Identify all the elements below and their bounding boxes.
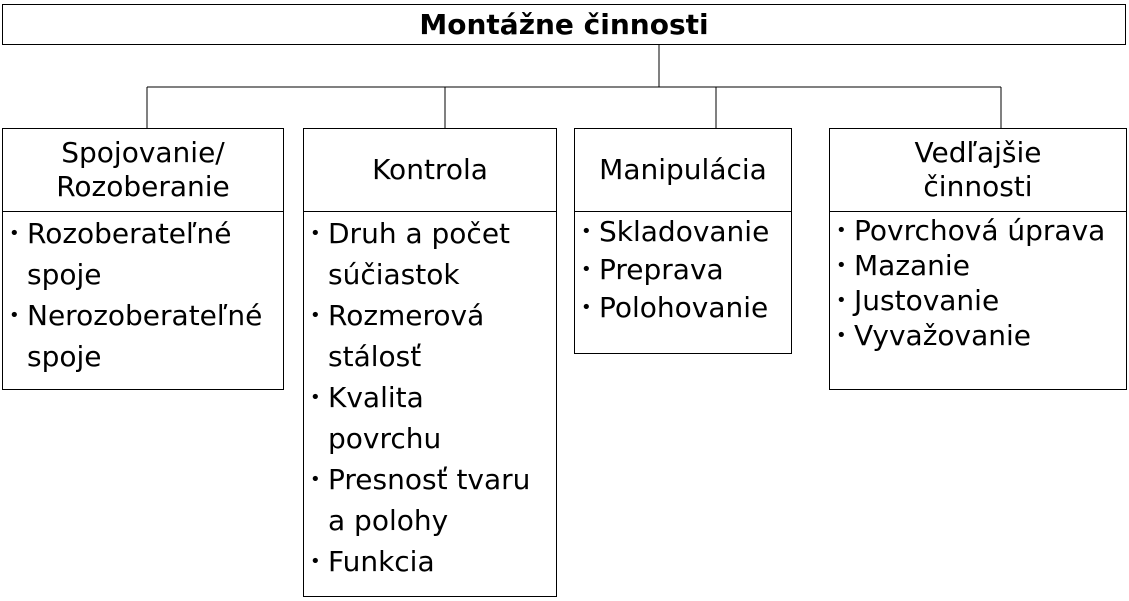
bullet-icon: • bbox=[581, 221, 592, 242]
list-item: • Druh a počet súčiastok bbox=[304, 213, 556, 295]
heading-line: činnosti bbox=[923, 170, 1033, 203]
heading-line: Spojovanie/ bbox=[61, 136, 225, 169]
category-node-spojovanie bbox=[2, 128, 284, 390]
bullet-icon: • bbox=[836, 290, 847, 311]
list-item: • Preprava bbox=[575, 251, 791, 289]
list-item: • Rozoberateľné spoje bbox=[3, 213, 283, 295]
diagram-title: Montážne činnosti bbox=[419, 8, 709, 41]
bullet-icon: • bbox=[836, 220, 847, 241]
bullet-icon: • bbox=[9, 305, 20, 326]
bullet-icon: • bbox=[310, 469, 321, 490]
bullet-icon: • bbox=[310, 305, 321, 326]
list-item: • Funkcia bbox=[304, 541, 556, 582]
list-item: • Rozmerová stálosť bbox=[304, 295, 556, 377]
category-items bbox=[830, 213, 1126, 353]
category-heading bbox=[575, 129, 791, 212]
list-item: • Polohovanie bbox=[575, 289, 791, 327]
bullet-icon: • bbox=[310, 551, 321, 572]
category-heading bbox=[304, 129, 556, 212]
category-node-manipulacia bbox=[574, 128, 792, 354]
list-item: • Justovanie bbox=[836, 284, 1000, 317]
bullet-icon: • bbox=[310, 387, 321, 408]
list-item: • Skladovanie bbox=[575, 213, 791, 251]
list-item: • Presnosť tvaru a polohy bbox=[304, 459, 556, 541]
list-item: • Vyvažovanie bbox=[836, 319, 1032, 352]
category-node-kontrola bbox=[303, 128, 557, 597]
category-node-vedlajsie bbox=[829, 128, 1127, 390]
bullet-icon: • bbox=[581, 297, 592, 318]
category-items bbox=[3, 213, 283, 377]
category-items bbox=[575, 213, 791, 327]
list-item: • Nerozoberateľné spoje bbox=[3, 295, 283, 377]
root-node bbox=[2, 4, 1126, 45]
category-heading bbox=[830, 129, 1126, 212]
heading-line: Manipulácia bbox=[599, 153, 767, 186]
category-heading bbox=[3, 129, 283, 212]
list-item: • Povrchová úprava bbox=[836, 214, 1106, 247]
list-item: • Kvalita povrchu bbox=[304, 377, 556, 459]
heading-line: Rozoberanie bbox=[56, 170, 230, 203]
bullet-icon: • bbox=[9, 223, 20, 244]
category-items bbox=[304, 213, 556, 582]
heading-line: Vedľajšie bbox=[914, 136, 1042, 169]
heading-line: Kontrola bbox=[372, 153, 488, 186]
bullet-icon: • bbox=[836, 325, 847, 346]
bullet-icon: • bbox=[836, 255, 847, 276]
bullet-icon: • bbox=[581, 259, 592, 280]
bullet-icon: • bbox=[310, 223, 321, 244]
list-item: • Mazanie bbox=[836, 249, 970, 282]
